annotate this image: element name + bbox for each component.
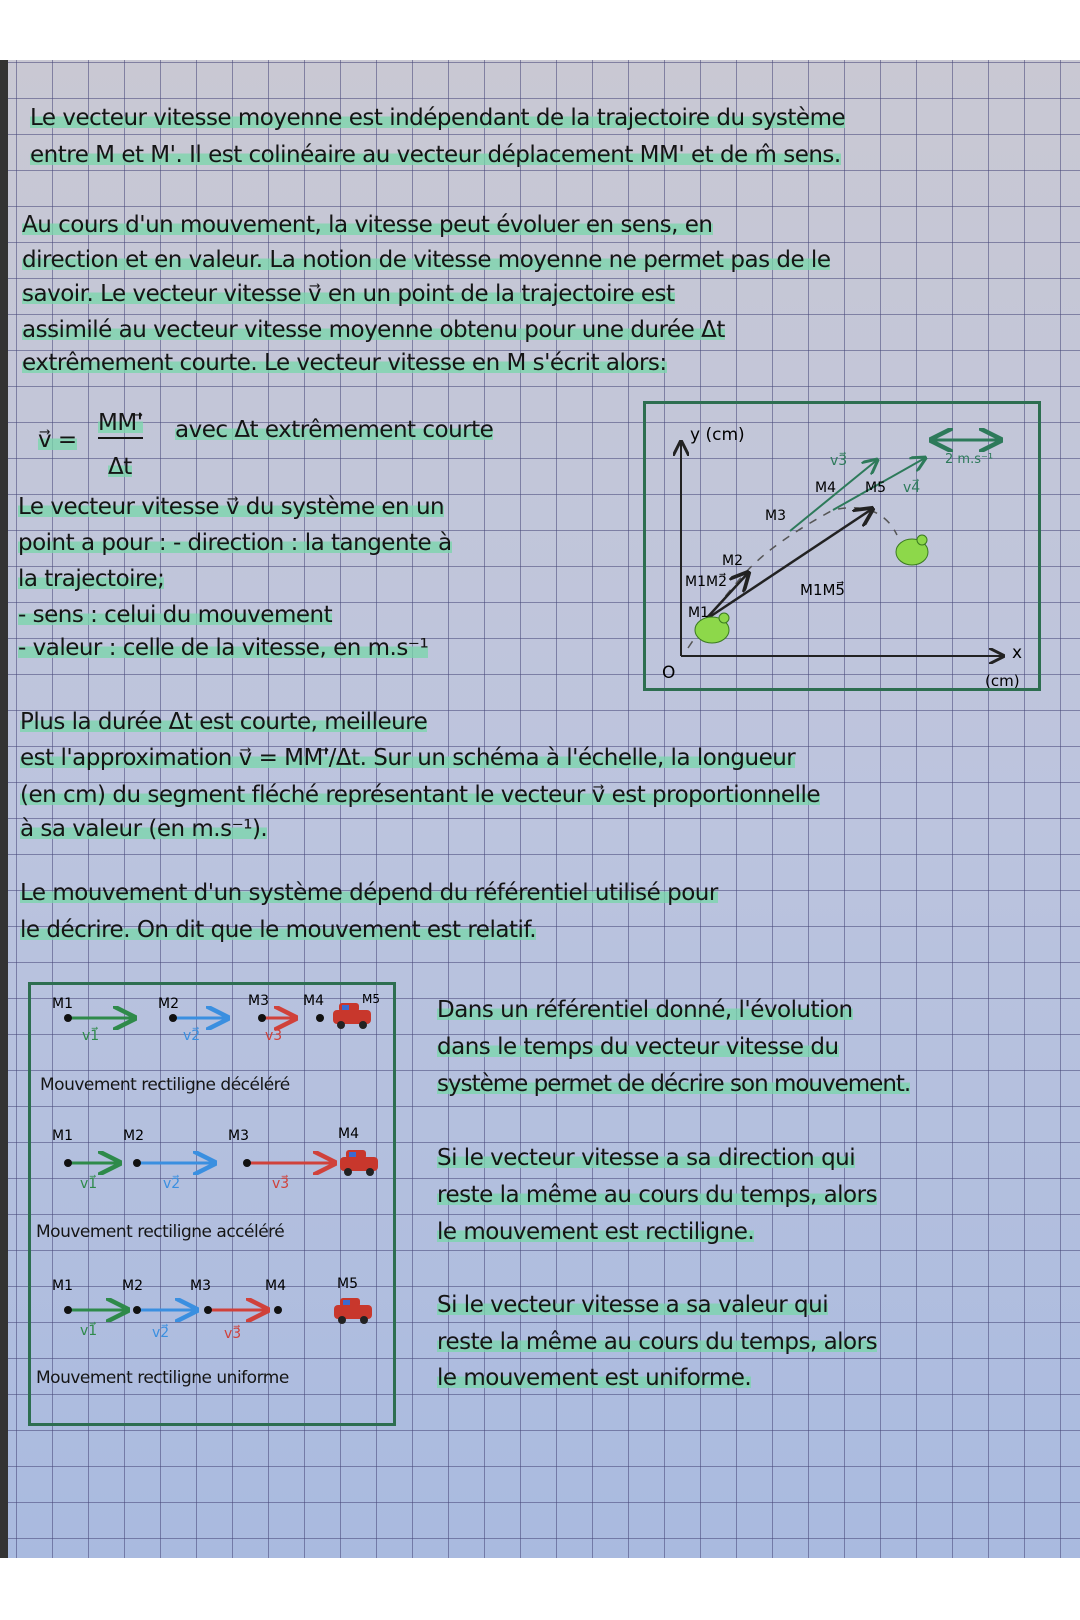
v4-label: v4⃗: [903, 480, 921, 496]
point-label: M4: [265, 1278, 286, 1294]
text-line: Le vecteur vitesse moyenne est indépendant de la trajectoire du système: [30, 105, 846, 131]
vector-label: v1⃗: [80, 1176, 98, 1192]
point-label: M1: [52, 1128, 73, 1144]
text-line: extrêmement courte. Le vecteur vitesse en M s'écrit alors:: [22, 350, 667, 376]
motion-decelerated: [52, 992, 380, 1044]
text-line: est l'approximation v⃗ = MM'⃗/Δt. Sur un schéma à l'échelle, la longueur: [20, 745, 796, 771]
vector-label: v2⃗: [183, 1028, 201, 1044]
text-line: système permet de décrire son mouvement.: [437, 1071, 911, 1097]
vector-m1m5-label: M1M5⃗: [800, 581, 845, 599]
motion-caption: Mouvement rectiligne décéléré: [40, 1075, 290, 1095]
text-line: reste la même au cours du temps, alors: [437, 1182, 878, 1208]
text-line: la trajectoire;: [18, 566, 165, 592]
text-line: entre M et M'. Il est colinéaire au vecteur déplacement MM' et de m̂ sens.: [30, 142, 841, 168]
text-line: Le mouvement d'un système dépend du référentiel utilisé pour: [20, 880, 718, 906]
text-line: direction et en valeur. La notion de vitesse moyenne ne permet pas de le: [22, 247, 831, 273]
text-line: Si le vecteur vitesse a sa valeur qui: [437, 1292, 829, 1318]
point-label: M1: [688, 605, 709, 621]
text-line: savoir. Le vecteur vitesse v⃗ en un point de la trajectoire est: [22, 281, 675, 307]
formula-denominator: Δt: [108, 454, 132, 480]
point-label: M4: [815, 480, 836, 496]
point-label: M2: [122, 1278, 143, 1294]
car-icon: [334, 1298, 372, 1324]
formula-note: avec Δt extrêmement courte: [175, 417, 494, 443]
formula-lhs: v⃗ =: [38, 427, 77, 453]
text-line: assimilé au vecteur vitesse moyenne obtenu pour une durée Δt: [22, 317, 725, 343]
text-line: Si le vecteur vitesse a sa direction qui: [437, 1145, 856, 1171]
text-line: le mouvement est rectiligne.: [437, 1219, 755, 1245]
text-line: Dans un référentiel donné, l'évolution: [437, 997, 853, 1023]
v3-label: v3⃗: [830, 453, 848, 469]
motion-caption: Mouvement rectiligne accéléré: [36, 1222, 285, 1242]
motion-caption: Mouvement rectiligne uniforme: [36, 1368, 289, 1388]
point-label: M1: [52, 996, 73, 1012]
point-label: M3: [228, 1128, 249, 1144]
text-line: point a pour : - direction : la tangente à: [18, 530, 452, 556]
point-label: M5: [865, 480, 886, 496]
point-label: M2: [123, 1128, 144, 1144]
text-line: - valeur : celle de la vitesse, en m.s⁻¹: [18, 635, 429, 661]
vector-label: v3⃗: [265, 1028, 283, 1044]
point-label: M3: [190, 1278, 211, 1294]
vector-label: v3⃗: [272, 1176, 290, 1192]
point-label: M2: [722, 553, 743, 569]
vector-label: v3⃗: [224, 1326, 242, 1342]
formula-numerator: MM'⃗: [98, 409, 143, 439]
point-label: M3: [248, 993, 269, 1009]
vector-label: v1⃗: [82, 1028, 100, 1044]
text-line: à sa valeur (en m.s⁻¹).: [20, 816, 268, 842]
car-icon: [340, 1150, 378, 1176]
vector-m1m2-label: M1M2⃗: [685, 574, 727, 590]
text-line: Le vecteur vitesse v⃗ du système en un: [18, 494, 445, 520]
point-label: M5: [362, 992, 380, 1006]
x-unit-label: (cm): [985, 672, 1020, 690]
text-line: le mouvement est uniforme.: [437, 1365, 752, 1391]
text-line: (en cm) du segment fléché représentant le vecteur v⃗ est proportionnelle: [20, 782, 821, 808]
point-label: M1: [52, 1278, 73, 1294]
point-label: M3: [765, 508, 786, 524]
x-axis-label: x: [1012, 643, 1023, 663]
vector-label: v2⃗: [163, 1176, 181, 1192]
motion-accelerated: [52, 1126, 378, 1192]
text-line: reste la même au cours du temps, alors: [437, 1329, 878, 1355]
point-label: M4: [303, 993, 324, 1009]
text-line: Plus la durée Δt est courte, meilleure: [20, 709, 428, 735]
point-label: M2: [158, 996, 179, 1012]
car-icon: [333, 1003, 371, 1029]
point-label: M4: [338, 1126, 359, 1142]
vector-label: v2⃗: [152, 1325, 170, 1341]
motion-uniform: [52, 1276, 372, 1342]
point-label: M5: [337, 1276, 358, 1292]
origin-label: O: [662, 663, 676, 683]
text-line: Au cours d'un mouvement, la vitesse peut évoluer en sens, en: [22, 212, 713, 238]
y-axis-label: y (cm): [690, 425, 745, 445]
scale-label: 2 m.s⁻¹: [945, 452, 994, 467]
text-line: le décrire. On dit que le mouvement est relatif.: [20, 917, 537, 943]
text-line: - sens : celui du mouvement: [18, 602, 333, 628]
text-line: dans le temps du vecteur vitesse du: [437, 1034, 839, 1060]
vector-label: v1⃗: [80, 1323, 98, 1339]
